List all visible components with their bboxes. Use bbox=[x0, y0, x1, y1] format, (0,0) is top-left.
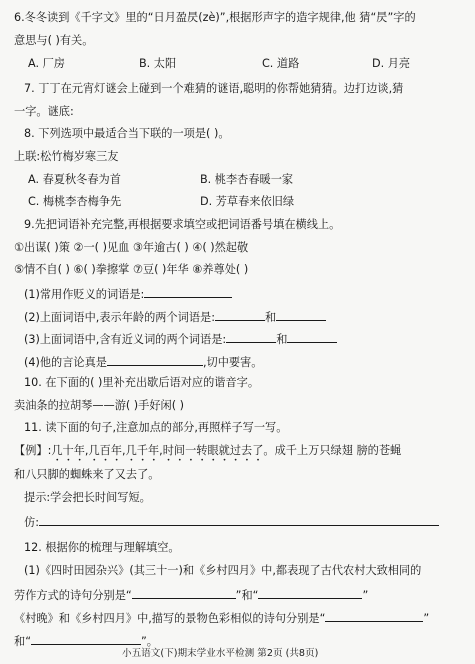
q11-hint: 提示:学会把长时间写短。 bbox=[24, 491, 151, 504]
q7-line-1: 7. 丁丁在元宵灯谜会上碰到一个难猜的谜语,聪明的你帮她猜猜。边打边谈,猜 bbox=[24, 82, 404, 95]
q7-riddle-answer-label: 一字。谜底: bbox=[14, 105, 74, 118]
q12-sub-1-close: ” bbox=[362, 589, 369, 602]
page-footer: 小五语文(下)期末学业水平检测 第2页 (共8页) bbox=[122, 648, 319, 659]
q12-sub-2-text: 《村晚》和《乡村四月》中,描写的景物色彩相似的诗句分别是“ bbox=[14, 612, 326, 625]
q9-sub-4 bbox=[24, 354, 262, 370]
q12-sub-1-blank-2[interactable] bbox=[258, 587, 362, 599]
q11-example-label: 【例】 bbox=[14, 444, 48, 457]
q9-sub-4-rest: ,切中要害。 bbox=[202, 356, 263, 369]
q7-line-2 bbox=[14, 105, 74, 119]
q6-line-2: 意思与( )有关。 bbox=[14, 34, 94, 47]
q12-sub-2-and: 和“ bbox=[14, 635, 31, 648]
q6-option-a: A. 厂房 bbox=[28, 57, 65, 70]
q8-option-d: D. 芳草春来依旧绿 bbox=[200, 195, 295, 208]
q9-sub-3-text: (3)上面词语中,含有近义词的两个词语是: bbox=[24, 333, 227, 346]
q9-sub-2-text: (2)上面词语中,表示年龄的两个词语是: bbox=[24, 311, 215, 324]
q12-sub-1: (1)《四时田园杂兴》(其三十一)和《乡村四月》中,都表现了古代农村大致相同的 bbox=[24, 564, 422, 577]
q12-sub-1-open: 劳作方式的诗句分别是“ bbox=[14, 589, 132, 602]
q9-sub-2-and: 和 bbox=[265, 311, 277, 324]
q9-words-row-2: ⑤情不自( ) ⑥( )拳擦掌 ⑦豆( )年华 ⑧养尊处( ) bbox=[14, 263, 249, 276]
q9-sub-4-blank[interactable] bbox=[107, 354, 203, 366]
q12-sub-1-blank-1[interactable] bbox=[132, 587, 236, 599]
q10-line-1: 10. 在下面的( )里补充出歇后语对应的谐音字。 bbox=[24, 376, 260, 389]
q10-line-2: 卖油条的拉胡琴——游( )手好闲( ) bbox=[14, 399, 185, 412]
q12-sub-1-and: ”和“ bbox=[235, 589, 259, 602]
q11-imitate bbox=[24, 514, 439, 530]
q11-example-line-2: 和八只脚的蜘蛛来了又去了。 bbox=[14, 468, 160, 481]
q12-sub-2-cont bbox=[14, 633, 158, 649]
q12-sub-2-close: ” bbox=[423, 612, 430, 625]
q8-option-b: B. 桃李杏春暖一家 bbox=[200, 173, 294, 186]
q11-instruction: 11. 读下面的句子,注意加点的部分,再照样子写一写。 bbox=[24, 421, 288, 434]
q11-example-dotted: :几十年,几百年,几千年,时间一转眼就过去了。 bbox=[47, 444, 275, 457]
q6-option-d: D. 月亮 bbox=[372, 57, 411, 70]
q8-option-a: A. 春夏秋冬春为首 bbox=[28, 173, 121, 186]
q6-line-1: 6.冬冬读到《千字文》里的“日月盈昃(zè)”,根据形声字的造字规律,他 猜“昃”字的 bbox=[14, 11, 416, 24]
q12-sub-2-blank-1[interactable] bbox=[325, 610, 423, 622]
q8-line-1: 8. 下列选项中最适合当下联的一项是( )。 bbox=[24, 127, 230, 140]
q11-imitate-blank[interactable] bbox=[39, 514, 439, 526]
q9-sub-2 bbox=[24, 309, 326, 325]
q12-sub-2-end: ”。 bbox=[140, 635, 158, 648]
q8-option-c: C. 梅桃李杏梅争先 bbox=[28, 195, 122, 208]
q9-sub-3-and: 和 bbox=[276, 333, 288, 346]
q8-line-2: 上联:松竹梅岁寒三友 bbox=[14, 150, 119, 163]
q9-sub-2-blank-1[interactable] bbox=[215, 309, 265, 321]
q12-sub-2 bbox=[14, 610, 429, 626]
q9-sub-1 bbox=[24, 286, 232, 302]
q9-sub-1-text: (1)常用作贬义的词语是: bbox=[24, 288, 145, 301]
q9-sub-3 bbox=[24, 331, 337, 347]
q12-sub-2-blank-2[interactable] bbox=[31, 633, 141, 645]
q9-sub-1-blank[interactable] bbox=[144, 286, 232, 298]
q9-sub-2-blank-2[interactable] bbox=[276, 309, 326, 321]
q11-example-rest: 成千上万只绿翅 膀的苍蝇 bbox=[274, 444, 402, 457]
q11-imitate-label: 仿: bbox=[24, 516, 39, 529]
q9-words-row-1: ①出谋( )策 ②一( )见血 ③年逾古( ) ④( )然起敬 bbox=[14, 241, 249, 254]
q6-option-b: B. 太阳 bbox=[139, 57, 177, 70]
q9-sub-3-blank-1[interactable] bbox=[226, 331, 276, 343]
q12-sub-1-answer bbox=[14, 587, 368, 603]
q12-instruction: 12. 根据你的梳理与理解填空。 bbox=[24, 541, 180, 554]
q11-example-line-1 bbox=[14, 444, 401, 464]
q9-instruction: 9.先把词语补充完整,再根据要求填空或把词语番号填在横线上。 bbox=[24, 218, 341, 231]
q9-sub-3-blank-2[interactable] bbox=[287, 331, 337, 343]
q9-sub-4-text: (4)他的言论真是 bbox=[24, 356, 107, 369]
q6-option-c: C. 道路 bbox=[262, 57, 300, 70]
